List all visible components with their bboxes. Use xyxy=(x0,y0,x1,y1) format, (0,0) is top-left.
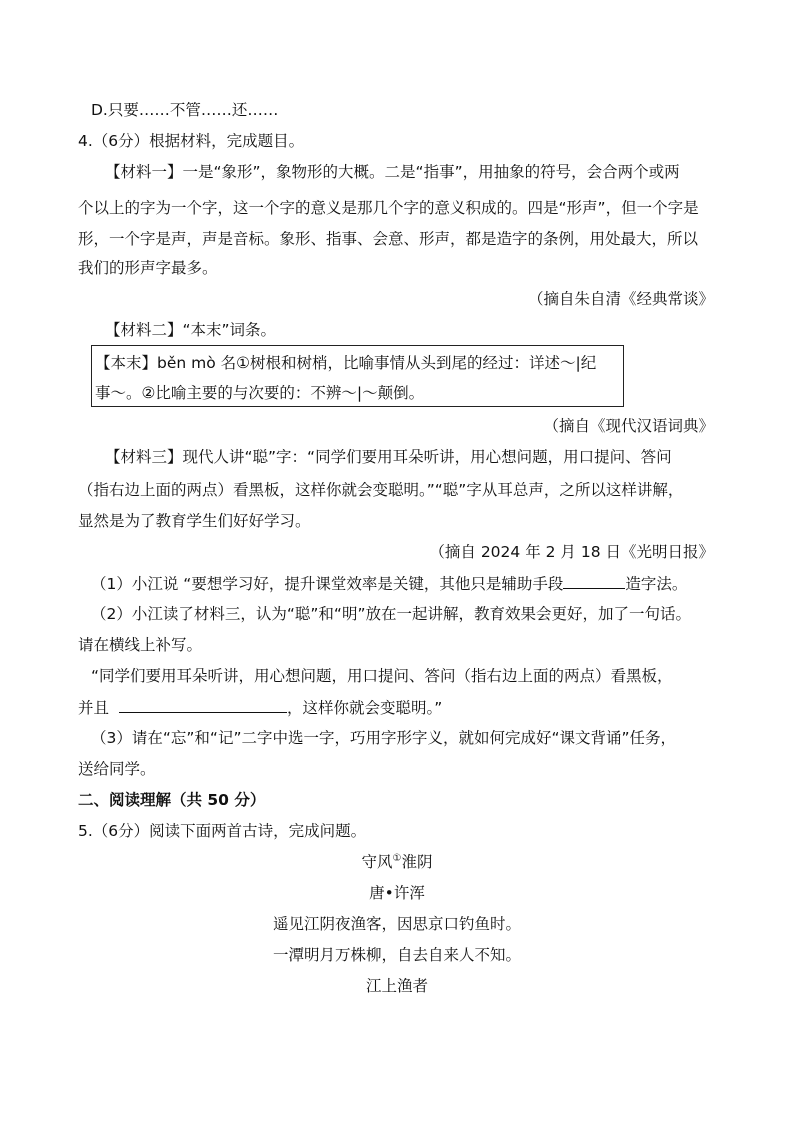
sub-question-2-line-2: 请在横线上补写。 xyxy=(78,636,203,654)
material-1-line-2: 个以上的字为一个字，这一个字的意义是那几个字的意义积成的。四是“形声”，但一个字是 xyxy=(78,199,699,217)
material-3-line-3: 显然是为了教育学生们好好学习。 xyxy=(78,512,311,530)
sub-question-1 xyxy=(91,573,687,594)
sub-question-2-line-1: （2）小江读了材料三，认为“聪”和“明”放在一起讲解，教育效果会更好，加了一句话。 xyxy=(91,605,691,623)
footnote-marker: ① xyxy=(392,853,402,864)
material-3-source: （摘自 2024 年 2 月 18 日《光明日报》 xyxy=(429,543,714,561)
poem-1-author: 唐•许浑 xyxy=(369,884,425,902)
material-2-source: （摘自《现代汉语词典》 xyxy=(543,417,714,435)
dictionary-entry-line-1: 【本末】běn mò 名①树根和树梢，比喻事情从头到尾的经过：详述～|纪 xyxy=(95,354,597,372)
sub-question-2-quote: “同学们要用耳朵听讲，用心想问题，用口提问、答问（指右边上面的两点）看黑板， xyxy=(91,667,673,685)
option-d: D.只要……不管……还…… xyxy=(91,101,279,119)
material-3-line-1: 【材料三】现代人讲“聪”字：“同学们要用耳朵听讲，用心想问题，用口提问、答问 xyxy=(105,448,672,466)
sub-question-1-suffix: 造字法。 xyxy=(625,575,688,593)
sub-question-3-line-1: （3）请在“忘”和“记”二字中选一字，巧用字形字义，就如何完成好“课文背诵”任务， xyxy=(91,729,677,747)
answer-blank-1[interactable] xyxy=(563,573,625,589)
material-2-heading: 【材料二】“本末”词条。 xyxy=(105,321,277,339)
dictionary-entry-line-2: 事～。②比喻主要的与次要的：不辨～|～颠倒。 xyxy=(95,384,425,402)
material-3-line-2: （指右边上面的两点）看黑板，这样你就会变聪明。”“聪”字从耳总声，之所以这样讲解， xyxy=(78,481,684,499)
poem-2-title: 江上渔者 xyxy=(365,977,428,995)
question-4-heading: 4.（6分）根据材料，完成题目。 xyxy=(78,132,305,150)
material-1-line-3: 形，一个字是声，声是音标。象形、指事、会意、形声，都是造字的条例，用处最大，所以 xyxy=(78,230,699,248)
material-1-line-1: 【材料一】一是“象形”，象物形的大概。二是“指事”，用抽象的符号，会合两个或两 xyxy=(105,163,680,181)
question-5-heading: 5.（6分）阅读下面两首古诗，完成问题。 xyxy=(78,822,367,840)
material-1-line-4: 我们的形声字最多。 xyxy=(78,259,218,277)
poem-1-line-1: 遥见江阴夜渔客，因思京口钓鱼时。 xyxy=(272,915,521,933)
sub-question-1-text: （1）小江说 “要想学习好，提升课堂效率是关键，其他只是辅助手段 xyxy=(91,575,564,593)
poem-1-title: 守风①淮阴 xyxy=(361,853,433,871)
sub-question-2-and: 并且 xyxy=(78,699,110,717)
sub-question-2-fill-line xyxy=(78,697,442,718)
section-2-heading: 二、阅读理解（共 50 分） xyxy=(78,791,266,809)
poem-1-line-2: 一潭明月万株柳，自去自来人不知。 xyxy=(272,946,521,964)
sub-question-3-line-2: 送给同学。 xyxy=(78,760,156,778)
material-1-source: （摘自朱自清《经典常谈》 xyxy=(527,290,714,308)
answer-blank-2[interactable] xyxy=(119,697,287,713)
sub-question-2-end: ，这样你就会变聪明。” xyxy=(287,699,443,717)
